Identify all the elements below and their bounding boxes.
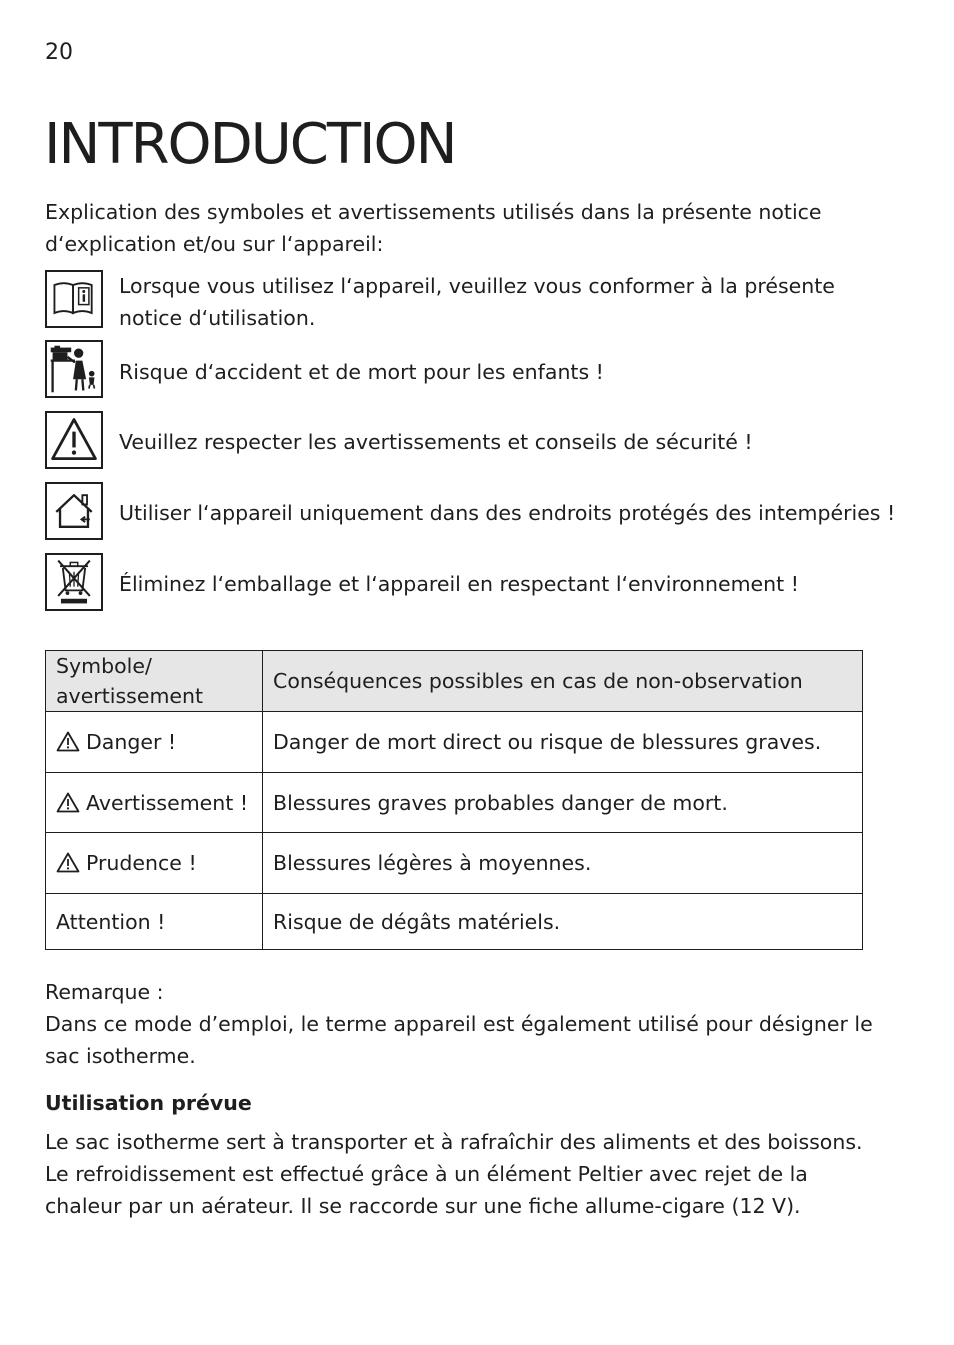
table-row [46,712,863,773]
table-cell-symbol-label: Danger ! [86,730,177,754]
table-cell-symbol [46,712,263,773]
warning-triangle-icon [56,852,80,873]
warning-triangle-icon [56,792,80,813]
table-header-symbol: Symbole/ avertissement [46,651,263,712]
table-cell-symbol-label: Attention ! [56,909,166,934]
table-cell-symbol [46,773,263,833]
note-label: Remarque : [45,980,164,1004]
usage-text: Le sac isotherme sert à transporter et à rafraîchir des aliments et des boissons. Le refroidissement est effectué grâce à un élément Peltier avec rejet de la chaleur par un aérateur. Il se raccorde sur une fiche allume-cigare (12 V). [45,1130,863,1218]
symbol-text-manual: Lorsque vous utilisez l‘appareil, veuillez vous conformer à la présente notice d‘utilisation. [119,274,835,330]
table-cell-symbol-label: Prudence ! [86,851,197,875]
table-row [46,833,863,894]
table-cell-consequence: Blessures légères à moyennes. [263,833,863,894]
warning-triangle-icon [56,731,80,752]
warning-levels-table [45,650,863,950]
manual-info-icon [45,270,103,328]
table-cell-symbol [46,833,263,894]
table-cell-consequence: Risque de dégâts matériels. [263,894,863,950]
child-danger-icon [45,340,103,398]
warning-triangle-icon [45,411,103,469]
symbol-text-disposal: Éliminez l‘emballage et l‘appareil en respectant l‘environnement ! [119,572,799,596]
table-cell-symbol [46,894,263,950]
table-cell-consequence: Danger de mort direct ou risque de blessures graves. [263,712,863,773]
symbol-text-warning: Veuillez respecter les avertissements et conseils de sécurité ! [119,430,753,454]
weee-bin-icon [45,553,103,611]
table-cell-consequence: Blessures graves probables danger de mort. [263,773,863,833]
note-text: Dans ce mode d’emploi, le terme appareil est également utilisé pour désigner le sac isotherme. [45,1012,873,1068]
table-header-consequence: Conséquences possibles en cas de non-observation [263,651,863,712]
table-header-row [46,651,863,712]
symbol-text-child: Risque d‘accident et de mort pour les enfants ! [119,360,604,384]
usage-heading: Utilisation prévue [45,1091,252,1115]
intro-paragraph: Explication des symboles et avertissements utilisés dans la présente notice d‘explication et/ou sur l‘appareil: [45,200,822,256]
table-row [46,773,863,833]
table-cell-symbol-label: Avertissement ! [86,790,249,815]
page-title: INTRODUCTION [44,112,456,177]
table-row [46,894,863,950]
indoor-use-icon [45,482,103,540]
page-number: 20 [45,40,73,65]
symbol-text-indoor: Utiliser l‘appareil uniquement dans des endroits protégés des intempéries ! [119,501,896,525]
